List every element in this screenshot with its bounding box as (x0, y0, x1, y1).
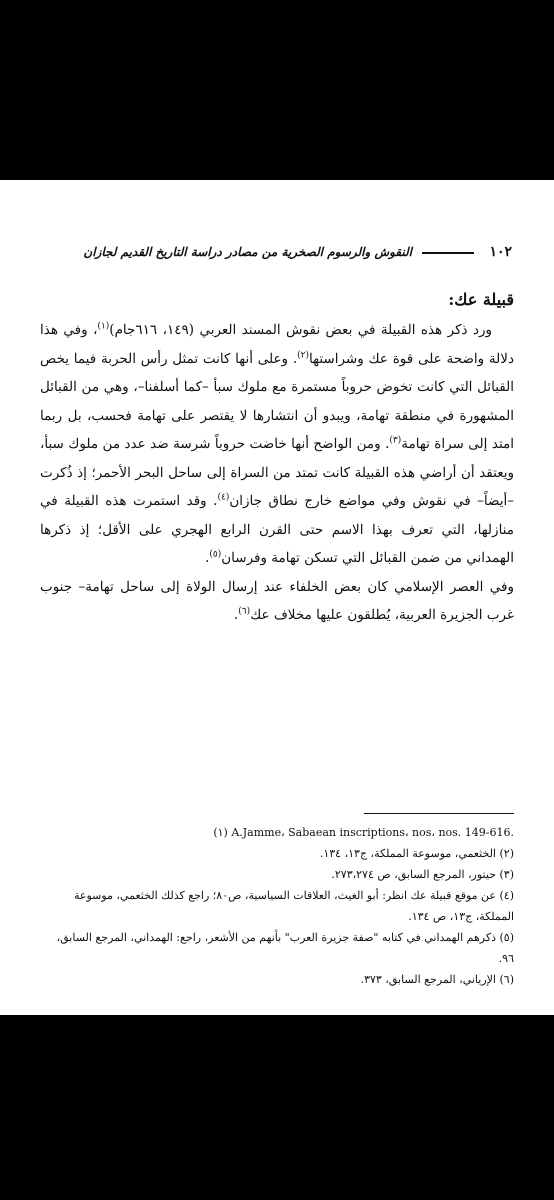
page-number: ١٠٢ (489, 244, 512, 260)
book-page (0, 180, 554, 1015)
footnote: (٣) حيتور، المرجع السابق، ص ٢٧٣،٢٧٤. (331, 868, 514, 881)
footnote-marker: (٦) (238, 606, 251, 617)
paragraph-text: . (205, 550, 210, 566)
footnote: (٥) ذكرهم الهمداني في كتابه "صفة جزيرة العرب" بأنهم من الأشعر، راجع: الهمداني، المرجع السابق، ٩٦. (56, 931, 514, 965)
page-header (46, 243, 512, 265)
paragraph-text: . (233, 607, 239, 623)
footnote-marker: (٢) (297, 350, 309, 360)
running-title: النقوش والرسوم الصخرية من مصادر دراسة التاريخ القديم لجازان (83, 245, 412, 259)
paragraph-text: . ومن الواضح أنها خاضت حروباً شرسة ضد عدد من ملوك سبأ، ويعتقد أن أراضي هذه القبيلة كانت تمتد من السراة إلى ساحل البحر الأحمر؛ إذ ذُكرت –أيضاً– في نقوش وفي مواضع خارج نطاق جازان (40, 436, 515, 509)
paragraph-text: ، وفي هذا دلالة واضحة على قوة عك وشراستها (40, 322, 514, 367)
paragraph-text: ورد ذكر هذه القبيلة في بعض نقوش المسند العربي (١٤٩، ٦١٦جام) (109, 322, 492, 338)
paragraph-text: وفي العصر الإسلامي كان بعض الخلفاء عند إرسال الولاة إلى ساحل تهامة– جنوب غرب الجزيرة العربية، يُطلقون عليها مخلاف عك (40, 578, 514, 623)
footnote-marker: (٥) (209, 549, 222, 560)
footnote: (٦) الإرياني، المرجع السابق، ٣٧٣. (360, 973, 514, 986)
header-rule (422, 252, 474, 254)
footnote-list (40, 822, 514, 990)
footnotes-section (40, 813, 514, 990)
footnote: (٤) عن موقع قبيلة عك انظر: أبو الغيث، العلاقات السياسية، ص٨٠؛ راجع كذلك الخثعمي، موسوعة المملكة، ج١٣، ص ١٣٤. (73, 889, 514, 923)
paragraph-text: . وقد استمرت هذه القبيلة في منازلها، التي تعرف بهذا الاسم حتى القرن الرابع الهجري على الأقل؛ إذ ذكرها الهمداني من ضمن القبائل التي تسكن تهامة وفرسان (40, 493, 514, 566)
body-paragraphs (40, 316, 514, 630)
footnote-marker: (١) (97, 321, 110, 332)
footnote-marker: (٣) (389, 435, 402, 446)
main-content (40, 290, 514, 630)
footnote-rule (364, 813, 514, 814)
section-title: قبيلة عك: (448, 290, 514, 309)
footnote: (١) A.Jamme، Sabaean inscriptions، nos، nos. 149-616. (213, 826, 514, 839)
body-paragraph (40, 316, 514, 573)
body-paragraph (40, 573, 514, 630)
footnote: (٢) الخثعمي، موسوعة المملكة، ج١٣، ١٣٤. (319, 847, 514, 860)
paragraph-text: . وعلى أنها كانت تمثل رأس الحربة فيما يخص القبائل التي كانت تخوض حروباً مستمرة مع ملوك سبأ –كما أسلفنا–، وهي من القبائل المشهورة في منطقة تهامة، ويبدو أن انتشارها لا يقتصر على تهامة فحسب، بل ربما امتد إلى سراة تهامة (40, 350, 515, 452)
footnote-marker: (٤) (217, 492, 230, 503)
